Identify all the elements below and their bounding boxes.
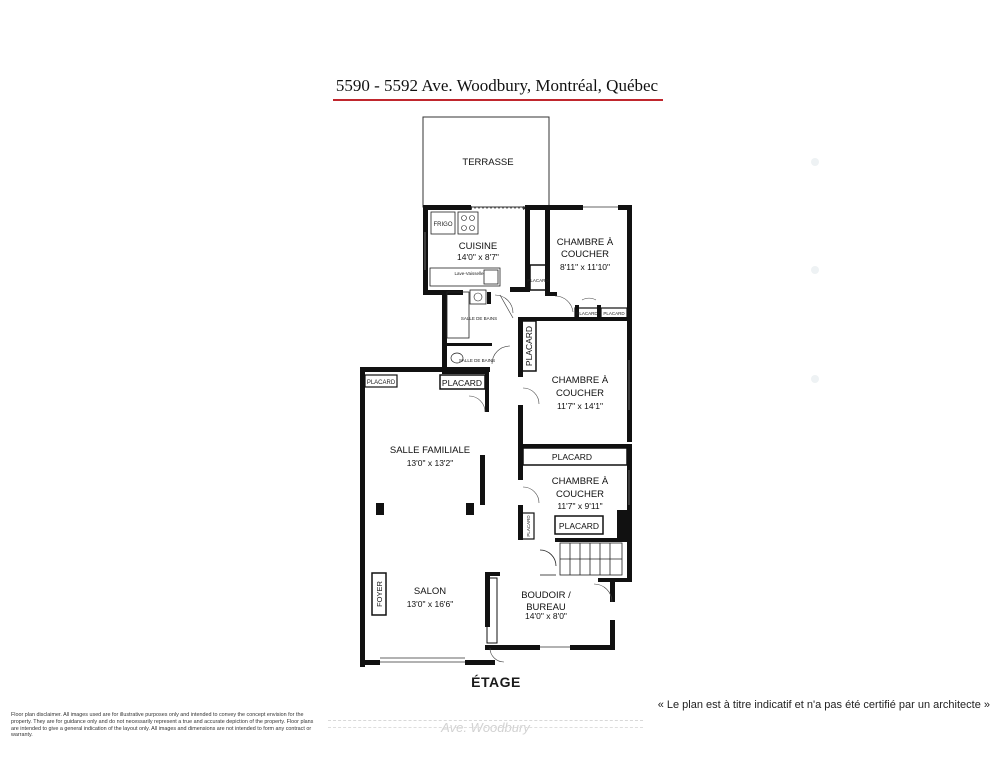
chambre2-dims: 11'7" x 14'1": [557, 401, 603, 411]
placard-d: PLACARD: [558, 521, 600, 531]
chambre1-label-2: COUCHER: [560, 249, 610, 260]
chambre1-label-1: CHAMBRE À: [556, 237, 614, 248]
cuisine-label: CUISINE: [458, 241, 498, 252]
street-name: Ave. Woodbury: [441, 720, 530, 735]
living-area: [365, 375, 504, 662]
placard-c: PLACARD: [551, 452, 593, 462]
street-line-bottom: [328, 727, 643, 728]
placard-small-4: PLACARD: [526, 515, 531, 537]
walls: [360, 205, 632, 667]
placard-b: PLACARD: [441, 378, 483, 388]
lave-vaisselle-label: Lave-Vaisselle: [454, 271, 484, 276]
chambre2-label-2: COUCHER: [555, 388, 605, 399]
cuisine-dims: 14'0" x 8'7": [457, 252, 499, 262]
salon-label: SALON: [413, 586, 447, 597]
chambre-3: [522, 448, 627, 539]
floor-name: ÉTAGE: [471, 674, 521, 690]
plan-title: 5590 - 5592 Ave. Woodbury, Montréal, Québec: [335, 76, 659, 95]
floor-plan-disclaimer: Floor plan disclaimer. All images used are for illustrative purposes only and intended to convey the concept envision for the property. They are for guidance only and do not necessarily represent a true and accurate depiction of the property. Floor plans are intended to give a general indication of the layout only. All images and dimensions are not intended to form any contract or warranty.: [11, 712, 314, 739]
terrasse-label: TERRASSE: [462, 157, 514, 168]
chambre3-label-2: COUCHER: [555, 489, 605, 500]
salle-familiale-dims: 13'0" x 13'2": [406, 458, 454, 468]
terrasse-area: [423, 117, 549, 210]
chambre3-label-1: CHAMBRE À: [551, 476, 609, 487]
salon-dims: 13'0" x 16'6": [406, 599, 454, 609]
sdb2-label: SALLE DE BAINS: [458, 358, 496, 363]
boudoir-label-1: BOUDOIR /: [521, 590, 571, 601]
placard-vertical: PLACARD: [524, 325, 534, 367]
boudoir: [521, 584, 612, 621]
placard-small-3: PLACARD: [603, 311, 625, 316]
placard-small-2: PLACARD: [576, 311, 598, 316]
chambre2-label-1: CHAMBRE À: [551, 375, 609, 386]
bathrooms: [447, 290, 510, 364]
frigo-label: FRIGO: [433, 222, 453, 228]
chambre3-dims: 11'7" x 9'11": [557, 501, 603, 511]
boudoir-dims: 14'0" x 8'0": [525, 611, 567, 621]
staircase: [540, 543, 622, 575]
sdb1-label: SALLE DE BAINS: [460, 316, 498, 321]
foyer-label: FOYER: [375, 581, 384, 607]
chambre1-dims: 8'11" x 11'10": [559, 262, 611, 272]
placard-small-1: PLACARD: [527, 278, 549, 283]
placard-a: PLACARD: [366, 380, 396, 386]
chambre-2: [522, 321, 609, 411]
boudoir-label-2: BUREAU: [526, 602, 566, 613]
certification-note: « Le plan est à titre indicatif et n'a pas été certifié par un architecte »: [657, 699, 990, 711]
salle-familiale-label: SALLE FAMILIALE: [389, 445, 471, 456]
